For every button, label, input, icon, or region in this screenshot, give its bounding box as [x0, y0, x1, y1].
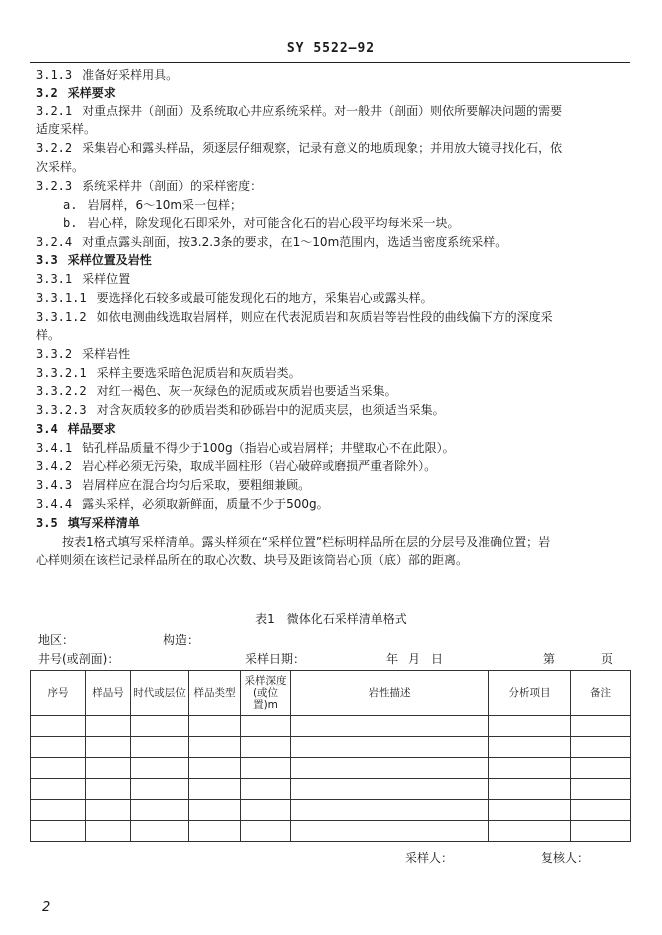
- clause-text: 采样位置及岩性: [67, 253, 152, 267]
- body-line: [36, 235, 507, 250]
- clause-text: 对含灰质较多的砂质岩类和砂砾岩中的泥质夹层，也须适当采集。: [96, 403, 445, 417]
- body-line: [36, 141, 562, 156]
- table-cell: [241, 737, 291, 758]
- clause-text: 样品要求: [67, 422, 116, 436]
- table-cell: [189, 737, 241, 758]
- clause-text: 次采样。: [36, 160, 85, 174]
- body-line: [36, 291, 433, 306]
- clause-text: 样。: [36, 328, 61, 342]
- body-line: [36, 478, 310, 493]
- column-header: 采样深度(或位置)m: [241, 671, 291, 716]
- body-line: [36, 497, 329, 512]
- table-cell: [489, 821, 571, 842]
- month-label: 月: [408, 652, 421, 666]
- table-cell: [241, 779, 291, 800]
- clause-text: 采样岩性: [82, 347, 131, 361]
- table-cell: [131, 779, 189, 800]
- table-cell: [31, 779, 86, 800]
- table-cell: [31, 821, 86, 842]
- table-cell: [131, 821, 189, 842]
- table-cell: [131, 716, 189, 737]
- table-cell: [131, 758, 189, 779]
- clause-text: 钻孔样品质量不得少于100g（指岩心或岩屑样；井壁取心不在此限）。: [82, 441, 455, 455]
- table-cell: [86, 737, 131, 758]
- clause-text: 采样位置: [82, 272, 131, 286]
- date-label: 采样日期：: [245, 652, 306, 666]
- table-cell: [489, 779, 571, 800]
- table-cell: [131, 737, 189, 758]
- clause-text: 岩心样，除发现化石即采外，对可能含化石的岩心段平均每米采一块。: [87, 216, 460, 230]
- table-cell: [131, 800, 189, 821]
- clause-number: 3.2.1: [36, 104, 73, 118]
- body-line: [36, 160, 84, 175]
- clause-text: 如依电测曲线选取岩屑样，则应在代表泥质岩和灰质岩等岩性段的曲线偏下方的深度采: [96, 310, 553, 324]
- table-cell: [189, 821, 241, 842]
- page-prefix: 第: [543, 652, 556, 666]
- table-cell: [189, 800, 241, 821]
- table-cell: [86, 716, 131, 737]
- clause-text: 要选择化石较多或最可能发现化石的地方，采集岩心或露头样。: [96, 291, 433, 305]
- clause-text: 按表1格式填写采样清单。露头样须在“采样位置”栏标明样品所在层的分层号及准确位置；岩: [62, 535, 551, 549]
- table-cell: [291, 779, 489, 800]
- column-header: 备注: [571, 671, 631, 716]
- table-cell: [241, 716, 291, 737]
- table-cell: [291, 716, 489, 737]
- clause-number: 3.3.1.1: [36, 291, 87, 305]
- clause-number: 3.1.3: [36, 68, 73, 82]
- clause-text: 岩屑样，6～10m采一包样；: [87, 198, 243, 212]
- body-line: [36, 310, 553, 325]
- table-cell: [571, 737, 631, 758]
- clause-number: 3.3.1: [36, 272, 73, 286]
- body-line: [36, 422, 116, 437]
- table-cell: [291, 800, 489, 821]
- table-cell: [571, 716, 631, 737]
- column-header: 岩性描述: [291, 671, 489, 716]
- table-cell: [241, 800, 291, 821]
- body-line: [36, 272, 130, 287]
- table-cell: [86, 821, 131, 842]
- body-line: [36, 384, 397, 399]
- clause-text: 对重点露头剖面，按3.2.3条的要求，在1～10m范围内，选适当密度系统采样。: [82, 235, 508, 249]
- table-cell: [291, 758, 489, 779]
- body-line: [36, 253, 152, 268]
- clause-number: 3.4.4: [36, 497, 73, 511]
- body-line: [36, 459, 436, 474]
- table-cell: [31, 737, 86, 758]
- table-row: [31, 821, 631, 842]
- year-label: 年: [386, 652, 399, 666]
- body-line: [63, 216, 459, 231]
- table-cell: [291, 737, 489, 758]
- day-label: 日: [431, 652, 444, 666]
- clause-number: a.: [63, 198, 78, 212]
- body-line: [36, 516, 140, 531]
- table-row: [31, 716, 631, 737]
- table-cell: [189, 779, 241, 800]
- clause-number: 3.2.4: [36, 235, 73, 249]
- table-cell: [571, 779, 631, 800]
- table-row: [31, 800, 631, 821]
- clause-text: 对红一褐色、灰一灰绿色的泥质或灰质岩也要适当采集。: [96, 384, 397, 398]
- clause-text: 系统采样井（剖面）的采样密度：: [82, 179, 263, 193]
- clause-number: 3.2.3: [36, 179, 73, 193]
- body-line: [36, 86, 116, 101]
- clause-text: 填写采样清单: [67, 516, 140, 530]
- table-cell: [189, 716, 241, 737]
- table-cell: [571, 821, 631, 842]
- clause-text: 采样主要选采暗色泥质岩和灰质岩类。: [96, 366, 301, 380]
- clause-number: 3.3: [36, 253, 58, 267]
- body-line: [36, 68, 178, 83]
- standard-code: SY 5522—92: [286, 41, 376, 56]
- clause-text: 采样要求: [67, 86, 116, 100]
- well-label: 井号(或剖面)：: [38, 652, 120, 666]
- table-cell: [489, 737, 571, 758]
- table-cell: [86, 800, 131, 821]
- body-line: [36, 441, 455, 456]
- table-cell: [189, 758, 241, 779]
- table-row: [31, 737, 631, 758]
- clause-number: 3.5: [36, 516, 58, 530]
- clause-number: 3.4.3: [36, 478, 73, 492]
- column-header: 样品类型: [189, 671, 241, 716]
- clause-number: 3.4: [36, 422, 58, 436]
- table-header-row: [31, 671, 631, 716]
- table-row: [31, 758, 631, 779]
- table-cell: [571, 800, 631, 821]
- body-line: [36, 553, 468, 568]
- clause-number: 3.2.2: [36, 141, 73, 155]
- column-header: 样品号: [86, 671, 131, 716]
- clause-number: 3.3.2: [36, 347, 73, 361]
- clause-text: 适度采样。: [36, 122, 97, 136]
- body-line: [36, 328, 60, 343]
- column-header: 分析项目: [489, 671, 571, 716]
- clause-number: b.: [63, 216, 78, 230]
- clause-text: 露头采样，必须取新鲜面，质量不少于500g。: [82, 497, 329, 511]
- body-line: [36, 179, 262, 194]
- table-cell: [489, 758, 571, 779]
- column-header: 时代或层位: [131, 671, 189, 716]
- clause-number: 3.3.2.3: [36, 403, 87, 417]
- body-line: [63, 198, 242, 213]
- clause-text: 准备好采样用具。: [82, 68, 179, 82]
- clause-text: 对重点探井（剖面）及系统取心井应系统采样。对一般井（剖面）则依所要解决问题的需要: [82, 104, 563, 118]
- body-line: [62, 535, 550, 550]
- table-cell: [489, 800, 571, 821]
- page-suffix: 页: [601, 652, 614, 666]
- area-label: 地区：: [38, 633, 75, 647]
- body-line: [36, 104, 562, 119]
- header-rule: [30, 62, 630, 63]
- clause-number: 3.3.1.2: [36, 310, 87, 324]
- body-line: [36, 403, 445, 418]
- table-cell: [31, 758, 86, 779]
- table-row: [31, 779, 631, 800]
- clause-text: 心样则须在该栏记录样品所在的取心次数、块号及距该筒岩心顶（底）部的距离。: [36, 553, 469, 567]
- clause-number: 3.2: [36, 86, 58, 100]
- page-number: 2: [42, 900, 51, 915]
- reviewer-label: 复核人：: [541, 851, 590, 865]
- table-cell: [571, 758, 631, 779]
- clause-number: 3.4.1: [36, 441, 73, 455]
- table-cell: [241, 758, 291, 779]
- clause-number: 3.3.2.1: [36, 366, 87, 380]
- body-line: [36, 366, 301, 381]
- table-cell: [86, 779, 131, 800]
- clause-text: 岩屑样应在混合均匀后采取，要粗细兼顾。: [82, 478, 311, 492]
- clause-number: 3.4.2: [36, 459, 73, 473]
- clause-text: 岩心样必须无污染，取成半圆柱形（岩心破碎或磨损严重者除外）。: [82, 459, 437, 473]
- structure-label: 构造：: [163, 633, 200, 647]
- column-header: 序号: [31, 671, 86, 716]
- sampler-label: 采样人：: [405, 851, 454, 865]
- body-line: [36, 122, 96, 137]
- clause-number: 3.3.2.2: [36, 384, 87, 398]
- body-line: [36, 347, 130, 362]
- table-cell: [31, 800, 86, 821]
- sample-list-table: [30, 670, 631, 842]
- table-cell: [291, 821, 489, 842]
- table-cell: [86, 758, 131, 779]
- table-cell: [489, 716, 571, 737]
- table-cell: [31, 716, 86, 737]
- clause-text: 采集岩心和露头样品，须逐层仔细观察，记录有意义的地质现象；并用放大镜寻找化石，依: [82, 141, 563, 155]
- table-cell: [241, 821, 291, 842]
- table-caption: 表1 微体化石采样清单格式: [255, 612, 407, 626]
